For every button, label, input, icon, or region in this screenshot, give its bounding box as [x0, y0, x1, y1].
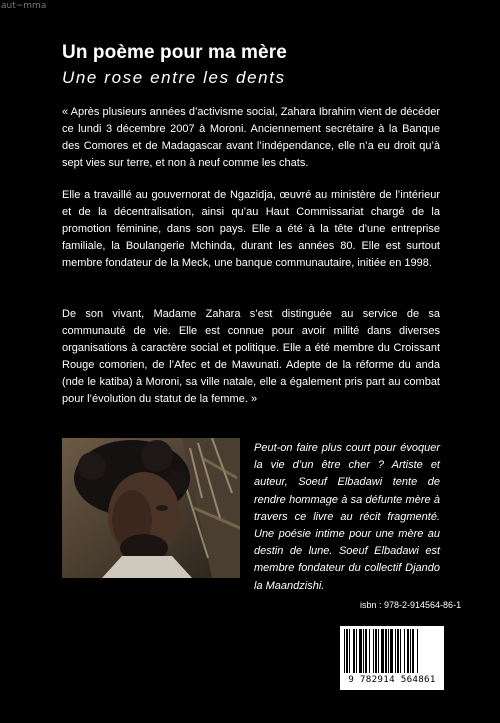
barcode-bar [363, 629, 364, 673]
barcode-bars [344, 629, 440, 673]
barcode-bar [381, 629, 384, 673]
barcode-bar [400, 629, 401, 673]
barcode-bar [356, 629, 357, 673]
book-subtitle: Une rose entre les dents [62, 68, 286, 87]
author-bio [254, 440, 440, 595]
barcode-number: 9 782914 564861 [348, 674, 436, 685]
barcode-bar [346, 629, 348, 673]
paragraph-1 [62, 104, 440, 172]
isbn-label: isbn : 978-2-914564-86-1 [360, 600, 462, 610]
barcode-bar [410, 629, 411, 673]
barcode-bar [390, 629, 393, 673]
barcode-bar [388, 629, 389, 673]
barcode-bar [404, 629, 405, 673]
barcode-bar [417, 629, 418, 673]
bio-text: Peut-on faire plus court pour évoquer la vie d’un être cher ? Artiste et auteur, Soeuf Elbadawi tente de rendre hommage à sa défunte mère à travers ce livre au récit fragmenté. Une poésie intime pour une mère au destin de lune. Soeuf Elbadawi est membre fondateur du collectif Djando la Maandzishi. [254, 442, 440, 592]
paragraph-3 [62, 306, 440, 409]
book-title: Un poème pour ma mère [62, 42, 287, 63]
barcode-bar [397, 629, 399, 673]
barcode-bar [407, 629, 409, 673]
barcode-bar [378, 629, 379, 673]
barcode-bar [385, 629, 387, 673]
watermark: aut~mma [1, 1, 47, 11]
barcode-bar [412, 629, 414, 673]
barcode-bar [365, 629, 367, 673]
paragraph-2 [62, 187, 440, 272]
barcode-bar [375, 629, 377, 673]
barcode-bar [344, 629, 345, 673]
barcode-bar [359, 629, 362, 673]
paragraph-text: Elle a travaillé au gouvernorat de Ngazidja, œuvré au ministère de l’intérieur et de la décentralisation, ainsi qu’au Haut Commissariat chargé de la promotion féminine, dans son pays. Elle a été à la tête d’une entreprise familiale, la Boulangerie Mchinda, durant les années 80. Elle est surtout membre fondateur de la Meck, une banque communautaire, initiée en 1998. [62, 189, 440, 270]
barcode-bar [395, 629, 396, 673]
barcode-bar [349, 629, 350, 673]
barcode [340, 626, 444, 690]
paragraph-text: « Après plusieurs années d’activisme social, Zahara Ibrahim vient de décéder ce lundi 3 décembre 2007 à Moroni. Anciennement secrétaire à la Banque des Comores et de Madagascar avant l’indépendance, elle n’a eu droit qu’à sept vies sur terre, et non à neuf comme les chats. [62, 106, 440, 170]
barcode-bar [373, 629, 374, 673]
barcode-bar [353, 629, 355, 673]
paragraph-text: De son vivant, Madame Zahara s’est distinguée au service de sa communauté de vie. Elle est connue pour avoir milité dans diverses organisations à caractère social et politique. Elle a été membre du Croissant Rouge comorien, de l’Afec et de Mawunati. Adepte de la réforme du anda (nde le katiba) à Moroni, sa ville natale, elle a également pris part au combat pour l’évolution du statut de la femme. » [62, 308, 440, 406]
barcode-bar [369, 629, 370, 673]
author-photo [62, 438, 240, 578]
